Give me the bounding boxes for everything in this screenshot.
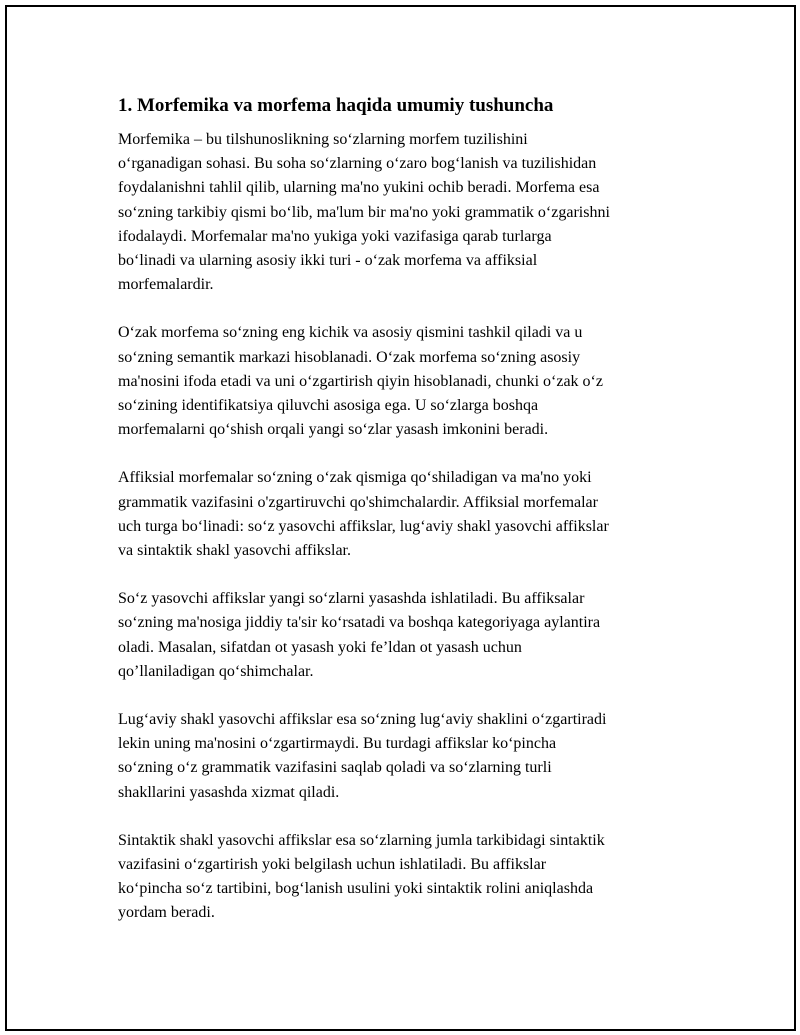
paragraph-lugaviy-shakl: Lug‘aviy shakl yasovchi affikslar esa so‘zning lug‘aviy shaklini o‘zgartiradi lekin uning ma'nosini o‘zgartirmaydi. Bu turdagi affikslar ko‘pincha so‘zning o‘z grammatik vazifasini saqlab qoladi va so‘zlarning turli shakllarini yasashda xizmat qiladi. xyxy=(118,711,607,801)
paragraph-affiksial-morfemalar: Affiksial morfemalar so‘zning o‘zak qismiga qo‘shiladigan va ma'no yoki grammatik vazifasini o'zgartiruvchi qo'shimchalardir. Affiksial morfemalar uch turga bo‘linadi: so‘z yasovchi affikslar, lug‘aviy shakl yasovchi affikslar va sintaktik shakl yasovchi affikslar. xyxy=(118,469,609,560)
paragraph-ozak-morfema: O‘zak morfema so‘zning eng kichik va asosiy qismini tashkil qiladi va u so‘zning semantik markazi hisoblanadi. O‘zak morfema so‘zning asosiy ma'nosini ifoda etadi va uni o‘zgartirish qiyin hisoblanadi, chunki o‘zak o‘z so‘zining identifikatsiya qiluvchi asosiga ega. U so‘zlarga boshqa morfemalarni qo‘shish orqali yangi so‘zlar yasash imkonini beradi. xyxy=(118,324,603,439)
paragraph-sintaktik-shakl: Sintaktik shakl yasovchi affikslar esa so‘zlarning jumla tarkibidagi sintaktik vazifasini o‘zgartirish yoki belgilash uchun ishlatiladi. Bu affikslar ko‘pincha so‘z tartibini, bog‘lanish usulini yoki sintaktik rolini aniqlashda yordam beradi. xyxy=(118,831,605,922)
paragraph-morfemika-definition: Morfemika – bu tilshunoslikning so‘zlarning morfem tuzilishini o‘rganadigan sohasi. Bu soha so‘zlarning o‘zaro bog‘lanish va tuzilishidan foydalanishni tahlil qilib, ularning ma'no yukini ochib beradi. Morfema esa so‘zning tarkibiy qismi bo‘lib, ma'lum bir ma'no yoki grammatik o‘zgarishni ifodalaydi. Morfemalar ma'no yukiga yoki vazifasiga qarab turlarga bo‘linadi va ularning asosiy ikki turi - o‘zak morfema va affiksial morfemalardir. xyxy=(118,131,610,294)
section-heading: 1. Morfemika va morfema haqida umumiy tushuncha xyxy=(118,95,554,116)
paragraph-soz-yasovchi: So‘z yasovchi affikslar yangi so‘zlarni yasashda ishlatiladi. Bu affiksalar so‘zning ma'nosiga jiddiy ta'sir ko‘rsatadi va boshqa kategoriyaga aylantira oladi. Masalan, sifatdan ot yasash yoki fe’ldan ot yasash uchun qo’llaniladigan qo‘shimchalar. xyxy=(118,590,601,680)
document-body xyxy=(118,94,688,950)
